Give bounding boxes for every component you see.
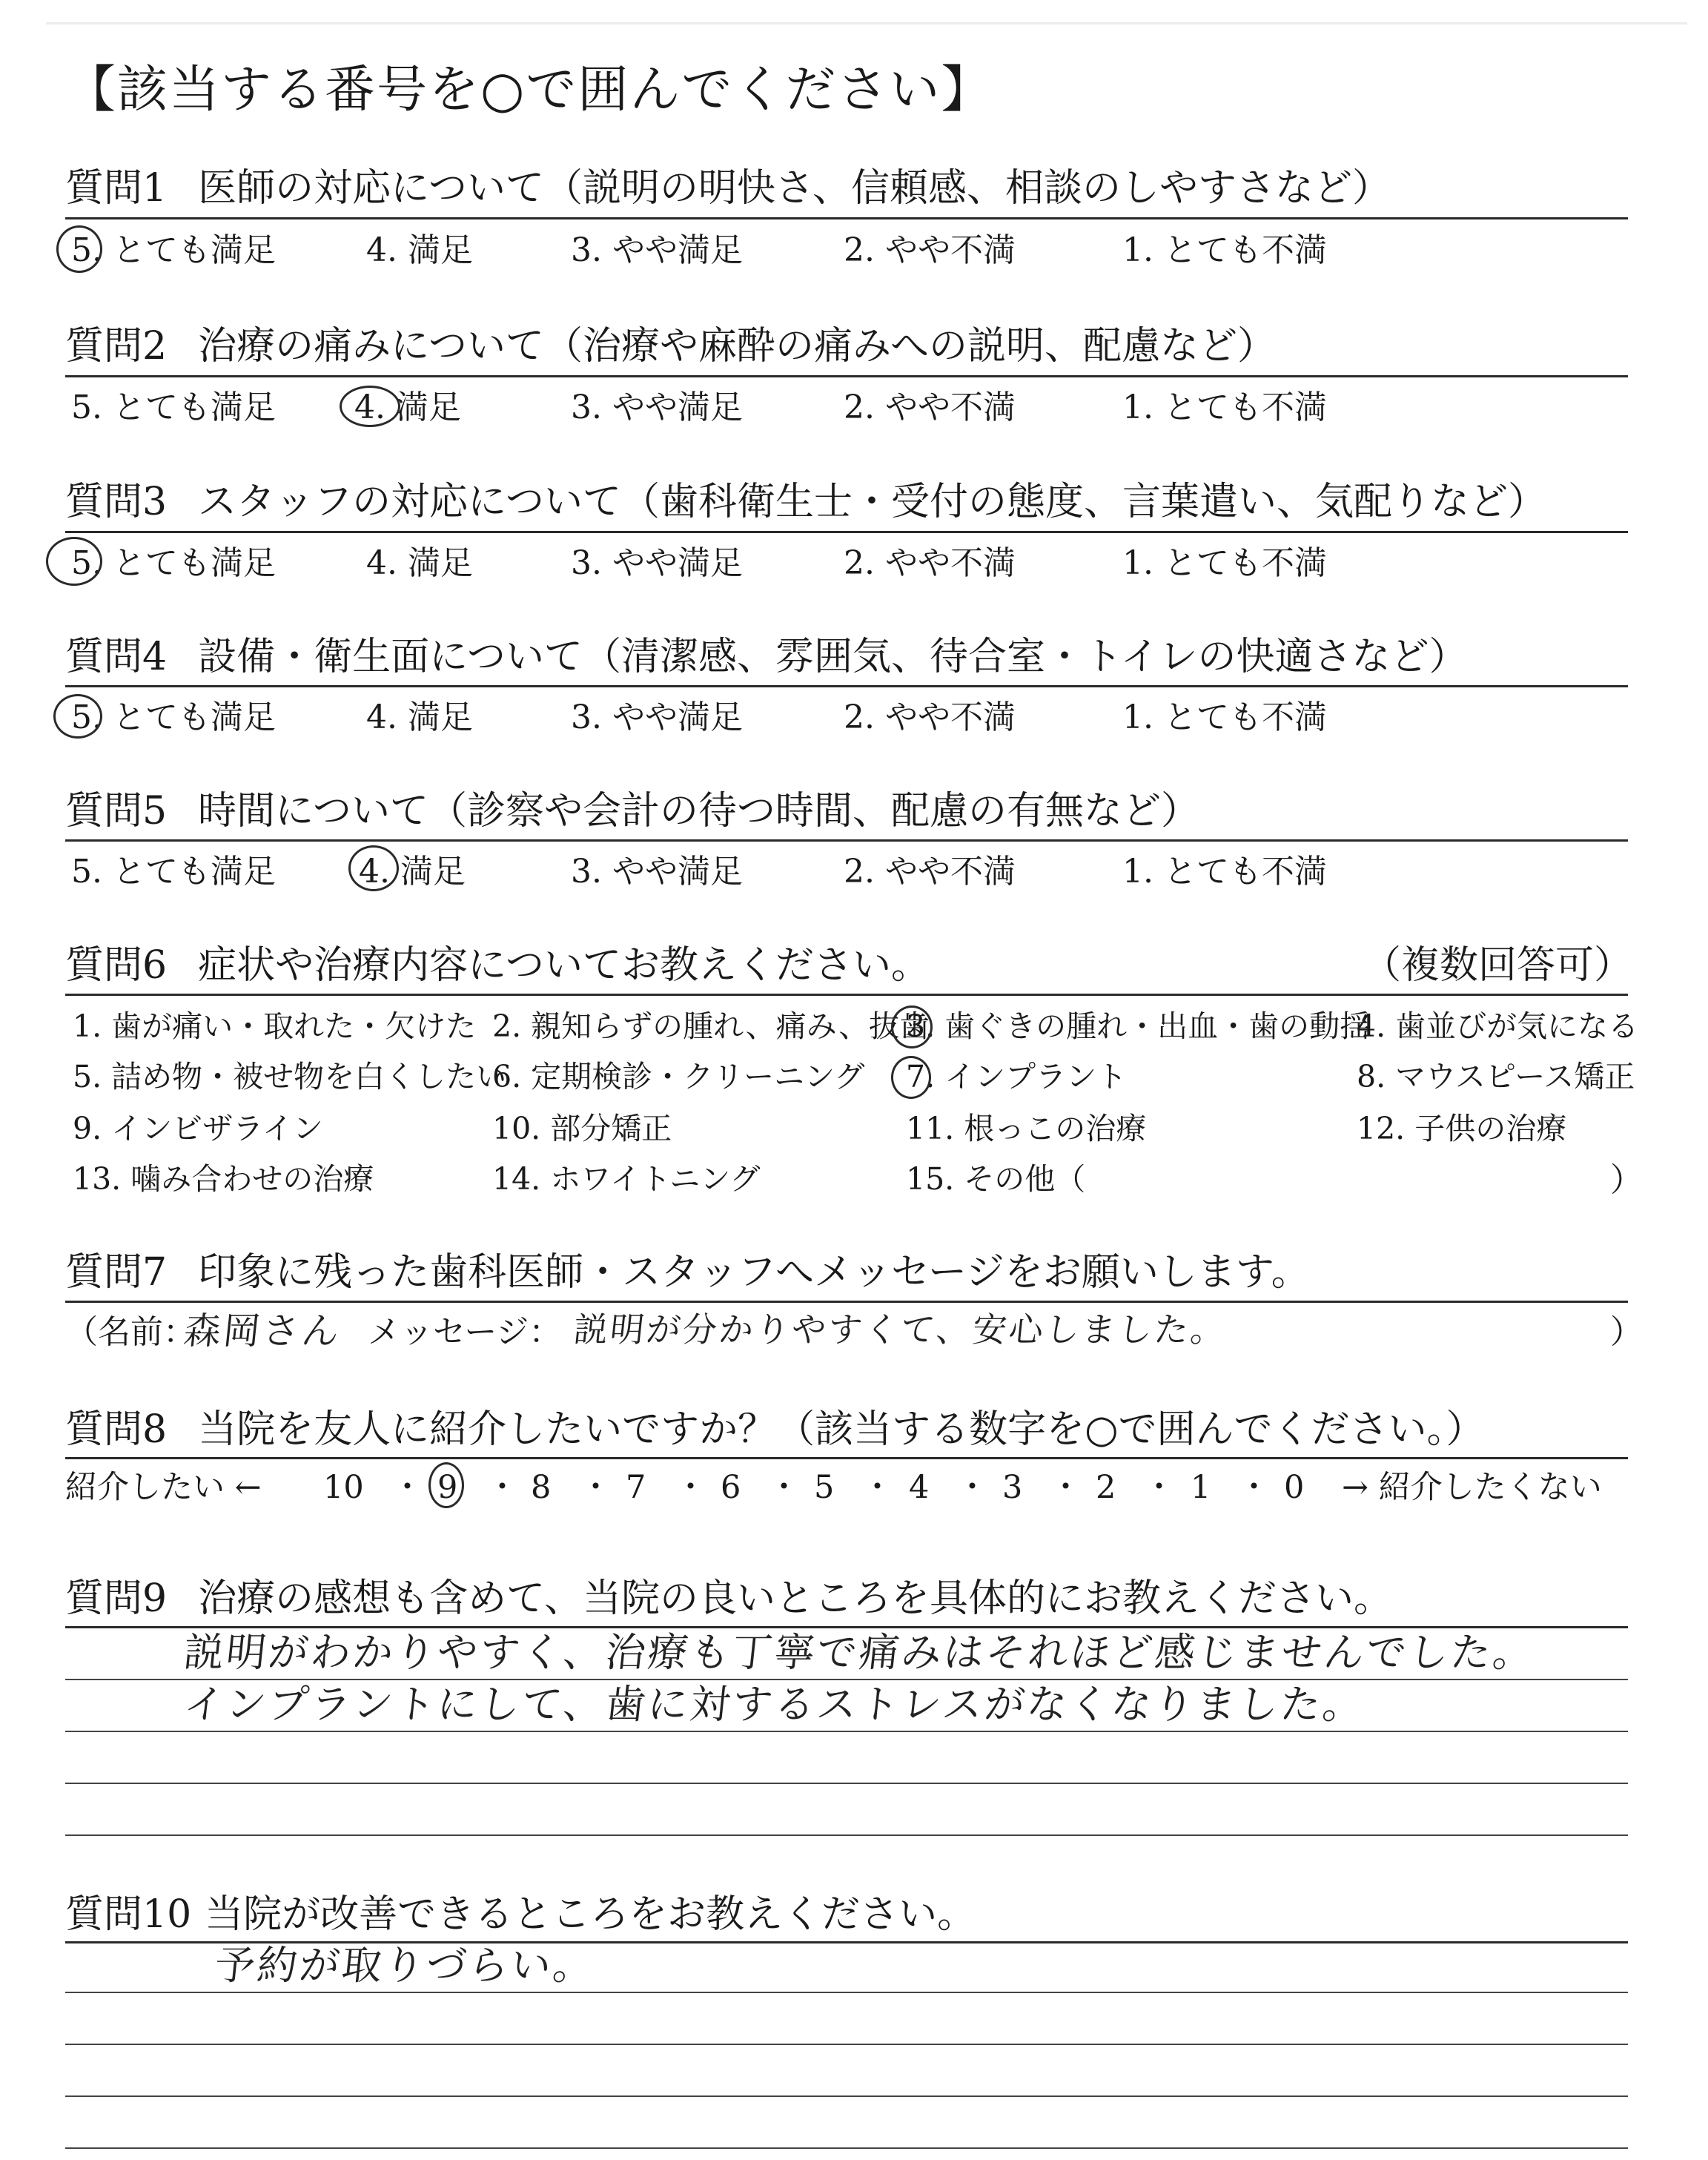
q5-option-5[interactable]: 5. とても満足 <box>71 853 276 891</box>
question-text: 設備・衛生面について（清潔感、雰囲気、待合室・トイレの快適さなど） <box>198 635 1468 679</box>
q3-option-3[interactable]: 3. やや満足 <box>571 544 743 582</box>
answer-line <box>65 1834 1628 1836</box>
question-number: 質問8 <box>65 1407 168 1452</box>
scale-10[interactable]: 10 <box>323 1469 364 1506</box>
scale-dot: ・ <box>580 1469 612 1506</box>
scale-dot: ・ <box>1143 1469 1175 1506</box>
question-6-title <box>65 943 930 988</box>
q6-option-5[interactable]: 5. 詰め物・被せ物を白くしたい <box>73 1059 507 1094</box>
q6-option-10[interactable]: 10. 部分矯正 <box>492 1111 672 1146</box>
question-rule <box>65 994 1628 996</box>
question-rule <box>65 685 1628 687</box>
scale-right-label: → 紹介したくない <box>1342 1469 1602 1506</box>
question-5-title <box>65 789 1200 833</box>
q4-selected-circle <box>53 694 102 739</box>
q2-option-3[interactable]: 3. やや満足 <box>571 389 743 426</box>
scale-9[interactable]: 9 <box>437 1469 458 1506</box>
question-1-title <box>65 166 1391 211</box>
q1-option-1[interactable]: 1. とても不満 <box>1122 231 1327 269</box>
q2-option-1[interactable]: 1. とても不満 <box>1122 389 1327 426</box>
q4-option-3[interactable]: 3. やや満足 <box>571 698 743 736</box>
answer-line <box>65 2044 1628 2045</box>
q10-answer-line-1: 予約が取りづらい。 <box>212 1942 598 1989</box>
question-text: 当院が改善できるところをお教えください。 <box>205 1892 976 1937</box>
q3-option-5[interactable]: 5. とても満足 <box>71 544 276 582</box>
q2-option-5[interactable]: 5. とても満足 <box>71 389 276 426</box>
scale-4[interactable]: 4 <box>909 1469 930 1506</box>
q6-option-1[interactable]: 1. 歯が痛い・取れた・欠けた <box>73 1008 477 1044</box>
scale-dot: ・ <box>486 1469 518 1506</box>
q1-option-4[interactable]: 4. 満足 <box>366 231 473 269</box>
answer-line <box>65 1783 1628 1784</box>
q5-selected-circle <box>348 845 399 891</box>
q8-selected-circle <box>428 1462 464 1508</box>
question-rule <box>65 217 1628 219</box>
q6-option-8[interactable]: 8. マウスピース矯正 <box>1357 1059 1635 1094</box>
q6-other-close-paren: ） <box>1610 1161 1643 1199</box>
question-3-title <box>65 480 1547 524</box>
question-number: 質問10 <box>65 1892 192 1937</box>
scale-dot: ・ <box>956 1469 988 1506</box>
q1-option-5[interactable]: 5. とても満足 <box>71 231 276 269</box>
answer-line <box>65 1679 1628 1680</box>
question-rule <box>65 375 1628 377</box>
scale-0[interactable]: 0 <box>1284 1469 1305 1506</box>
scale-dot: ・ <box>861 1469 893 1506</box>
q4-option-1[interactable]: 1. とても不満 <box>1122 698 1327 736</box>
question-2-title <box>65 324 1277 369</box>
question-text: 時間について（診察や会計の待つ時間、配慮の有無など） <box>198 789 1200 833</box>
question-9-title <box>65 1576 1393 1621</box>
question-text: 当院を友人に紹介したいですか？（該当する数字を○で囲んでください。） <box>198 1407 1485 1452</box>
page-title: 【該当する番号を○で囲んでください】 <box>65 61 993 119</box>
scale-5[interactable]: 5 <box>814 1469 835 1506</box>
q3-option-1[interactable]: 1. とても不満 <box>1122 544 1327 582</box>
question-4-title <box>65 635 1468 679</box>
q5-option-1[interactable]: 1. とても不満 <box>1122 853 1327 891</box>
q6-selected-circle-7 <box>891 1056 931 1099</box>
name-label: （名前： <box>65 1313 196 1351</box>
scale-2[interactable]: 2 <box>1096 1469 1116 1506</box>
scale-7[interactable]: 7 <box>626 1469 646 1506</box>
multiple-answer-note: （複数回答可） <box>1363 943 1633 988</box>
q6-option-13[interactable]: 13. 噛み合わせの治療 <box>73 1161 374 1197</box>
question-10-title <box>65 1892 976 1937</box>
scale-3[interactable]: 3 <box>1002 1469 1023 1506</box>
answer-line <box>65 2095 1628 2097</box>
q1-option-3[interactable]: 3. やや満足 <box>571 231 743 269</box>
q5-option-3[interactable]: 3. やや満足 <box>571 853 743 891</box>
q3-selected-circle <box>46 537 102 586</box>
question-text: 医師の対応について（説明の明快さ、信頼感、相談のしやすさなど） <box>198 166 1391 211</box>
top-border-line <box>46 22 1687 24</box>
question-number: 質問1 <box>65 166 168 211</box>
answer-line <box>65 1992 1628 1993</box>
q9-answer-line-1: 説明がわかりやすく、治療も丁寧で痛みはそれほど感じませんでした。 <box>181 1629 1538 1676</box>
q5-option-4[interactable]: 4. 満足 <box>359 853 466 891</box>
scale-dot: ・ <box>768 1469 800 1506</box>
q1-selected-circle <box>56 225 102 273</box>
q6-selected-circle-3 <box>891 1005 933 1048</box>
question-text: 治療の感想も含めて、当院の良いところを具体的にお教えください。 <box>198 1576 1393 1621</box>
q2-selected-circle <box>340 386 400 427</box>
answer-line <box>65 2147 1628 2149</box>
question-number: 質問2 <box>65 324 168 369</box>
scale-dot: ・ <box>1050 1469 1082 1506</box>
question-rule <box>65 1626 1628 1628</box>
q9-answer-line-2: インプラントにして、歯に対するストレスがなくなりました。 <box>181 1681 1368 1728</box>
q3-option-4[interactable]: 4. 満足 <box>366 544 473 582</box>
scale-6[interactable]: 6 <box>721 1469 741 1506</box>
q6-option-6[interactable]: 6. 定期検診・クリーニング <box>492 1059 865 1094</box>
q4-option-4[interactable]: 4. 満足 <box>366 698 473 736</box>
question-number: 質問4 <box>65 635 168 679</box>
question-number: 質問7 <box>65 1250 168 1295</box>
q6-option-3[interactable]: 3. 歯ぐきの腫れ・出血・歯の動揺 <box>906 1008 1371 1044</box>
scale-left-label: 紹介したい ← <box>65 1469 262 1506</box>
q6-option-12[interactable]: 12. 子供の治療 <box>1357 1111 1567 1146</box>
message-close-paren: ） <box>1610 1313 1643 1351</box>
name-handwritten: 森岡さん <box>181 1309 344 1353</box>
question-7-title <box>65 1250 1310 1295</box>
question-text: 治療の痛みについて（治療や麻酔の痛みへの説明、配慮など） <box>198 324 1277 369</box>
scale-dot: ・ <box>1238 1469 1270 1506</box>
question-number: 質問9 <box>65 1576 168 1621</box>
q3-option-2[interactable]: 2. やや不満 <box>844 544 1016 582</box>
q6-option-15[interactable]: 15. その他（ <box>906 1161 1086 1197</box>
question-number: 質問3 <box>65 480 168 524</box>
q6-option-2[interactable]: 2. 親知らずの腫れ、痛み、抜歯 <box>492 1008 930 1044</box>
scale-1[interactable]: 1 <box>1191 1469 1211 1506</box>
question-text: 症状や治療内容についてお教えください。 <box>198 943 930 988</box>
q6-option-7[interactable]: 7. インプラント <box>906 1059 1128 1094</box>
scale-8[interactable]: 8 <box>531 1469 552 1506</box>
q4-option-2[interactable]: 2. やや不満 <box>844 698 1016 736</box>
question-number: 質問6 <box>65 943 168 988</box>
q5-option-2[interactable]: 2. やや不満 <box>844 853 1016 891</box>
scale-dot: ・ <box>391 1469 423 1506</box>
q1-option-2[interactable]: 2. やや不満 <box>844 231 1016 269</box>
q6-option-9[interactable]: 9. インビザライン <box>73 1111 323 1146</box>
question-number: 質問5 <box>65 789 168 833</box>
question-rule <box>65 531 1628 533</box>
q6-option-14[interactable]: 14. ホワイトニング <box>492 1161 761 1197</box>
message-handwritten: 説明が分かりやすくて、安心しました。 <box>572 1309 1229 1350</box>
q2-option-2[interactable]: 2. やや不満 <box>844 389 1016 426</box>
question-rule <box>65 839 1628 842</box>
question-rule <box>65 1457 1628 1459</box>
q6-option-4[interactable]: 4. 歯並びが気になる <box>1357 1008 1639 1044</box>
message-label: メッセージ： <box>368 1313 562 1351</box>
answer-line <box>65 1731 1628 1732</box>
q4-option-5[interactable]: 5. とても満足 <box>71 698 276 736</box>
question-text: 印象に残った歯科医師・スタッフへメッセージをお願いします。 <box>198 1250 1310 1295</box>
q2-option-4[interactable]: 4. 満足 <box>354 389 461 426</box>
q6-option-11[interactable]: 11. 根っこの治療 <box>906 1111 1147 1146</box>
scale-dot: ・ <box>675 1469 706 1506</box>
question-text: スタッフの対応について（歯科衛生士・受付の態度、言葉遣い、気配りなど） <box>198 480 1547 524</box>
question-rule <box>65 1301 1628 1303</box>
question-8-title <box>65 1407 1485 1452</box>
